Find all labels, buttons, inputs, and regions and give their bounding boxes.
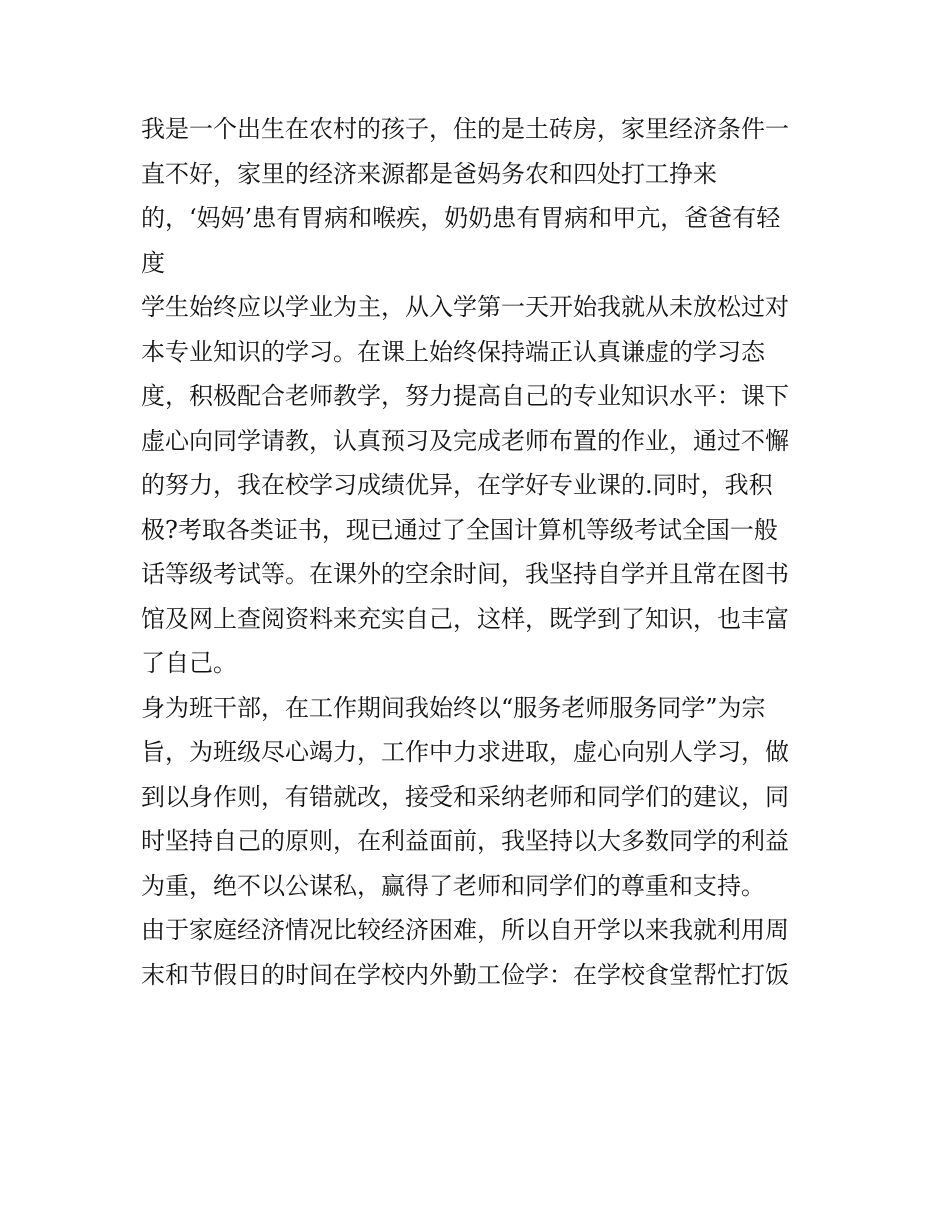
text-line: 本专业知识的学习。在课上始终保持端正认真谦虚的学习态 (141, 337, 765, 366)
text-line: 为重，绝不以公谋私，赢得了老师和同学们的尊重和支持。 (141, 871, 765, 900)
text-line: 由于家庭经济情况比较经济困难，所以自开学以来我就利用周 (141, 916, 789, 944)
text-line: 话等级考试等。在课外的空余时间，我坚持自学并且常在图书 (141, 560, 789, 588)
text-line: 学生始终应以学业为主，从入学第一天开始我就从未放松过对 (141, 293, 789, 321)
document-body (141, 107, 821, 997)
text-line: 到以身作则，有错就改，接受和采纳老师和同学们的建议，同 (141, 782, 789, 811)
text-line: 馆及网上查阅资料来充实自己，这样，既学到了知识，也丰富 (141, 604, 789, 633)
text-line: 直不好，家里的经济来源都是爸妈务农和四处打工挣来 (141, 159, 717, 188)
text-line: 度 (141, 248, 165, 277)
text-line: 时坚持自己的原则，在利益面前，我坚持以大多数同学的利益 (141, 827, 789, 855)
text-line: 的，‘妈妈’患有胃病和喉疾，奶奶患有胃病和甲亢，爸爸有轻 (141, 204, 781, 232)
text-line: 了自己。 (141, 649, 237, 677)
text-line: 末和节假日的时间在学校内外勤工俭学：在学校食堂帮忙打饭 (141, 960, 789, 989)
text-line: 极?考取各类证书，现已通过了全国计算机等级考试全国一般 (141, 515, 778, 544)
text-line: 旨，为班级尽心竭力，工作中力求进取，虚心向别人学习，做 (141, 738, 789, 766)
text-line: 度，积极配合老师教学，努力提高自己的专业知识水平：课下 (141, 382, 789, 410)
text-line: 虚心向同学请教，认真预习及完成老师布置的作业，通过不懈 (141, 426, 789, 455)
text-line: 我是一个出生在农村的孩子，住的是土砖房，家里经济条件一 (141, 115, 789, 143)
text-line: 身为班干部，在工作期间我始终以“服务老师服务同学”为宗 (141, 693, 766, 722)
text-line: 的努力，我在校学习成绩优异，在学好专业课的.同时，我积 (141, 471, 773, 499)
